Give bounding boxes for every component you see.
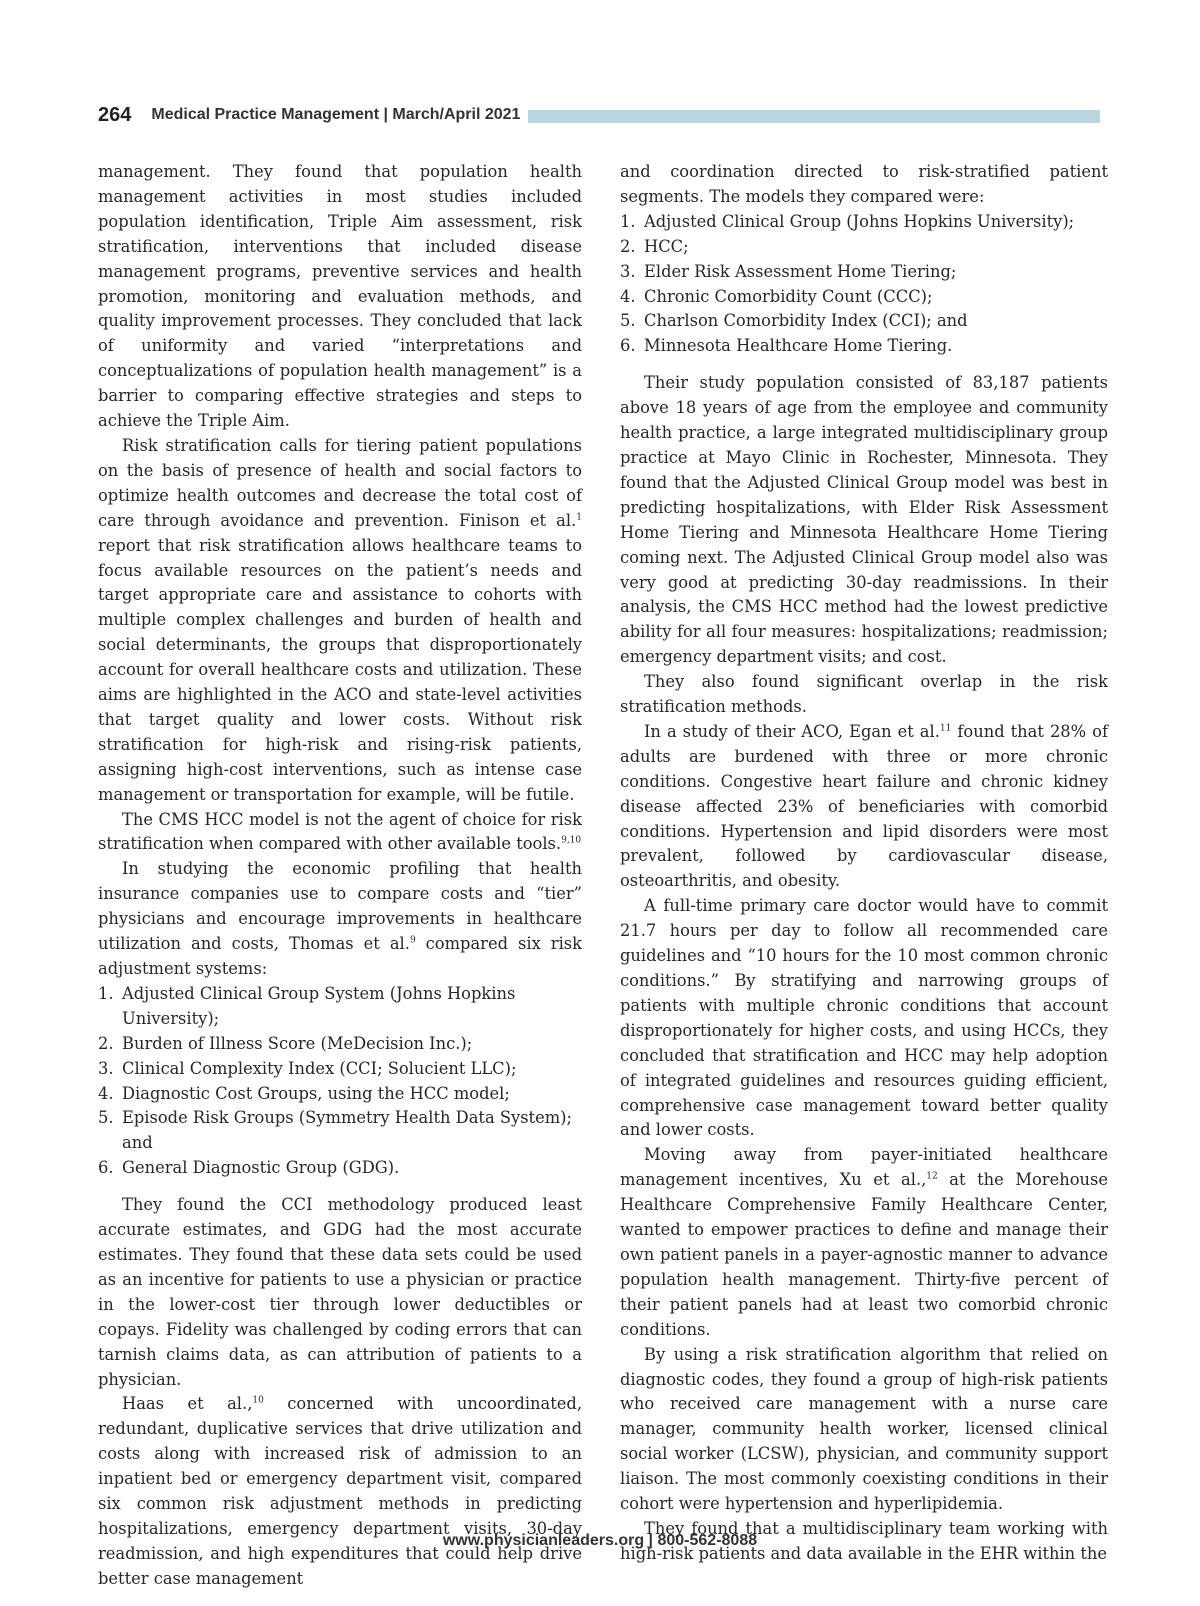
citation: 10 (252, 1395, 264, 1406)
list-item: 6. General Diagnostic Group (GDG). (98, 1158, 400, 1178)
list-item: 3. Clinical Complexity Index (CCI; Solucient LLC); (98, 1058, 517, 1078)
header-bar (528, 110, 1100, 123)
paragraph: A full-time primary care doctor would have to commit 21.7 hours per day to follow all recommended care guidelines and “10 hours for the 10 most common chronic conditions.” By stratifying and narrowing groups of patients with multiple chronic conditions that account disproportionately for higher costs, and using HCCs, they concluded that stratification and HCC may help adoption of integrated guidelines and resources guiding efficient, comprehensive case management toward better quality and lower costs. (620, 896, 1108, 1140)
list-item: 4. Diagnostic Cost Groups, using the HCC model; (98, 1083, 510, 1103)
citation: 9,10 (561, 836, 582, 847)
paragraph: They found that a multidisciplinary team working with high-risk patients and data available in the EHR within the (620, 1518, 1108, 1563)
paragraph: Risk stratification calls for tiering patient populations on the basis of presence of health and social factors to optimize health outcomes and decrease the total cost of care through avoidance and prevention. Finison et al.$^1$ report that risk stratification allows healthcare teams to focus available resources on the patient’s needs and target appropriate care and assistance to cohorts with multiple complex challenges and burden of health and social determinants, the groups that disproportionately account for overall healthcare costs and utilization. These aims are highlighted in the ACO and state-level activities that target quality and lower costs. Without risk stratification for high-risk and rising-risk patients, assigning high-cost interventions, such as intense case management or transportation for example, will be futile. (98, 435, 582, 804)
list-item: 1. Adjusted Clinical Group (Johns Hopkins University); (620, 211, 1075, 231)
citation: 12 (926, 1171, 938, 1182)
list-item: 3. Elder Risk Assessment Home Tiering; (620, 261, 957, 281)
paragraph: In a study of their ACO, Egan et al.$^{11}$ found that 28% of adults are burdened with three or more chronic conditions. Congestive heart failure and chronic kidney disease affected 23% of beneficiaries with comorbid conditions. Hypertension and lipid disorders were most prevalent, followed by cardiovascular disease, osteoarthritis, and obesity. (620, 721, 1108, 891)
list-item: 2. Burden of Illness Score (MeDecision Inc.); (98, 1033, 473, 1053)
paragraph: Haas et al.,$^{10}$ concerned with uncoordinated, redundant, duplicative services that drive utilization and costs along with increased risk of admission to an inpatient bed or emergency department visit, compared six common risk adjustment methods in predicting hospitalizations, emergency department visits, 30-day readmission, and high expenditures that could help drive better case management (98, 1394, 582, 1588)
list-item: 5. Episode Risk Groups (Symmetry Health Data System); and (98, 1108, 573, 1153)
paragraph: Moving away from payer-initiated healthcare management incentives, Xu et al.,$^{12}$ at the Morehouse Healthcare Comprehensive Family Healthcare Center, wanted to empower practices to define and manage their own patient panels in a payer-agnostic manner to advance population health management. Thirty-five percent of their patient panels had at least two comorbid chronic conditions. (620, 1145, 1108, 1339)
list-item: 4. Chronic Comorbidity Count (CCC); (620, 286, 933, 306)
citation: 11 (939, 723, 952, 734)
left-column (98, 160, 582, 1592)
list-item: 6. Minnesota Healthcare Home Tiering. (620, 336, 953, 356)
paragraph: The CMS HCC model is not the agent of choice for risk stratification when compared with other available tools.$^{9,10}$ (98, 809, 582, 854)
list-item: 5. Charlson Comorbidity Index (CCI); and (620, 311, 968, 331)
list-item: 1. Adjusted Clinical Group System (Johns Hopkins University); (98, 983, 516, 1028)
models-compared-list (620, 210, 1108, 359)
page-header (98, 100, 1100, 130)
journal-title: Medical Practice Management | March/April 2021 (151, 106, 521, 123)
citation: 9 (409, 935, 416, 946)
paragraph: They also found significant overlap in the risk stratification methods. (620, 672, 1108, 717)
risk-adjustment-systems-list (98, 982, 582, 1181)
paragraph: They found the CCI methodology produced least accurate estimates, and GDG had the most accurate estimates. They found that these data sets could be used as an incentive for patients to use a physician or practice in the lower-cost tier through lower deductibles or copays. Fidelity was challenged by coding errors that can tarnish claims data, as can attribution of patients to a physician. (98, 1195, 582, 1389)
paragraph: By using a risk stratification algorithm that relied on diagnostic codes, they found a group of high-risk patients who received care management with a nurse care manager, community health worker, licensed clinical social worker (LCSW), physician, and community support liaison. The most commonly coexisting conditions in their cohort were hypertension and hyperlipidemia. (620, 1344, 1108, 1514)
paragraph: and coordination directed to risk-stratified patient segments. The models they compared were: (620, 162, 1108, 206)
right-column (620, 160, 1108, 1567)
paragraph: Their study population consisted of 83,187 patients above 18 years of age from the employee and community health practice, a large integrated multidisciplinary group practice at Mayo Clinic in Rochester, Minnesota. They found that the Adjusted Clinical Group model was best in predicting hospitalizations, with Elder Risk Assessment Home Tiering and Minnesota Healthcare Home Tiering coming next. The Adjusted Clinical Group model also was very good at predicting 30-day readmissions. In their analysis, the CMS HCC method had the lowest predictive ability for all four measures: hospitalizations; readmission; emergency department visits; and cost. (620, 373, 1108, 667)
paragraph: management. They found that population health management activities in most studies included population identification, Triple Aim assessment, risk stratification, interventions that included disease management programs, preventive services and health promotion, monitoring and evaluation methods, and quality improvement processes. They concluded that lack of uniformity and varied “interpretations and conceptualizations of population health management” is a barrier to comparing effective strategies and steps to achieve the Triple Aim. (98, 162, 582, 431)
page-footer: www.physicianleaders.org | 800-562-8088 (442, 1532, 758, 1549)
list-item: 2. HCC; (620, 236, 689, 256)
page-number: 264 (98, 103, 132, 126)
citation: 1 (576, 512, 582, 523)
paragraph: In studying the economic profiling that health insurance companies use to compare costs and “tier” physicians and encourage improvements in healthcare utilization and costs, Thomas et al.$^9$ compared six risk adjustment systems: (98, 859, 583, 978)
